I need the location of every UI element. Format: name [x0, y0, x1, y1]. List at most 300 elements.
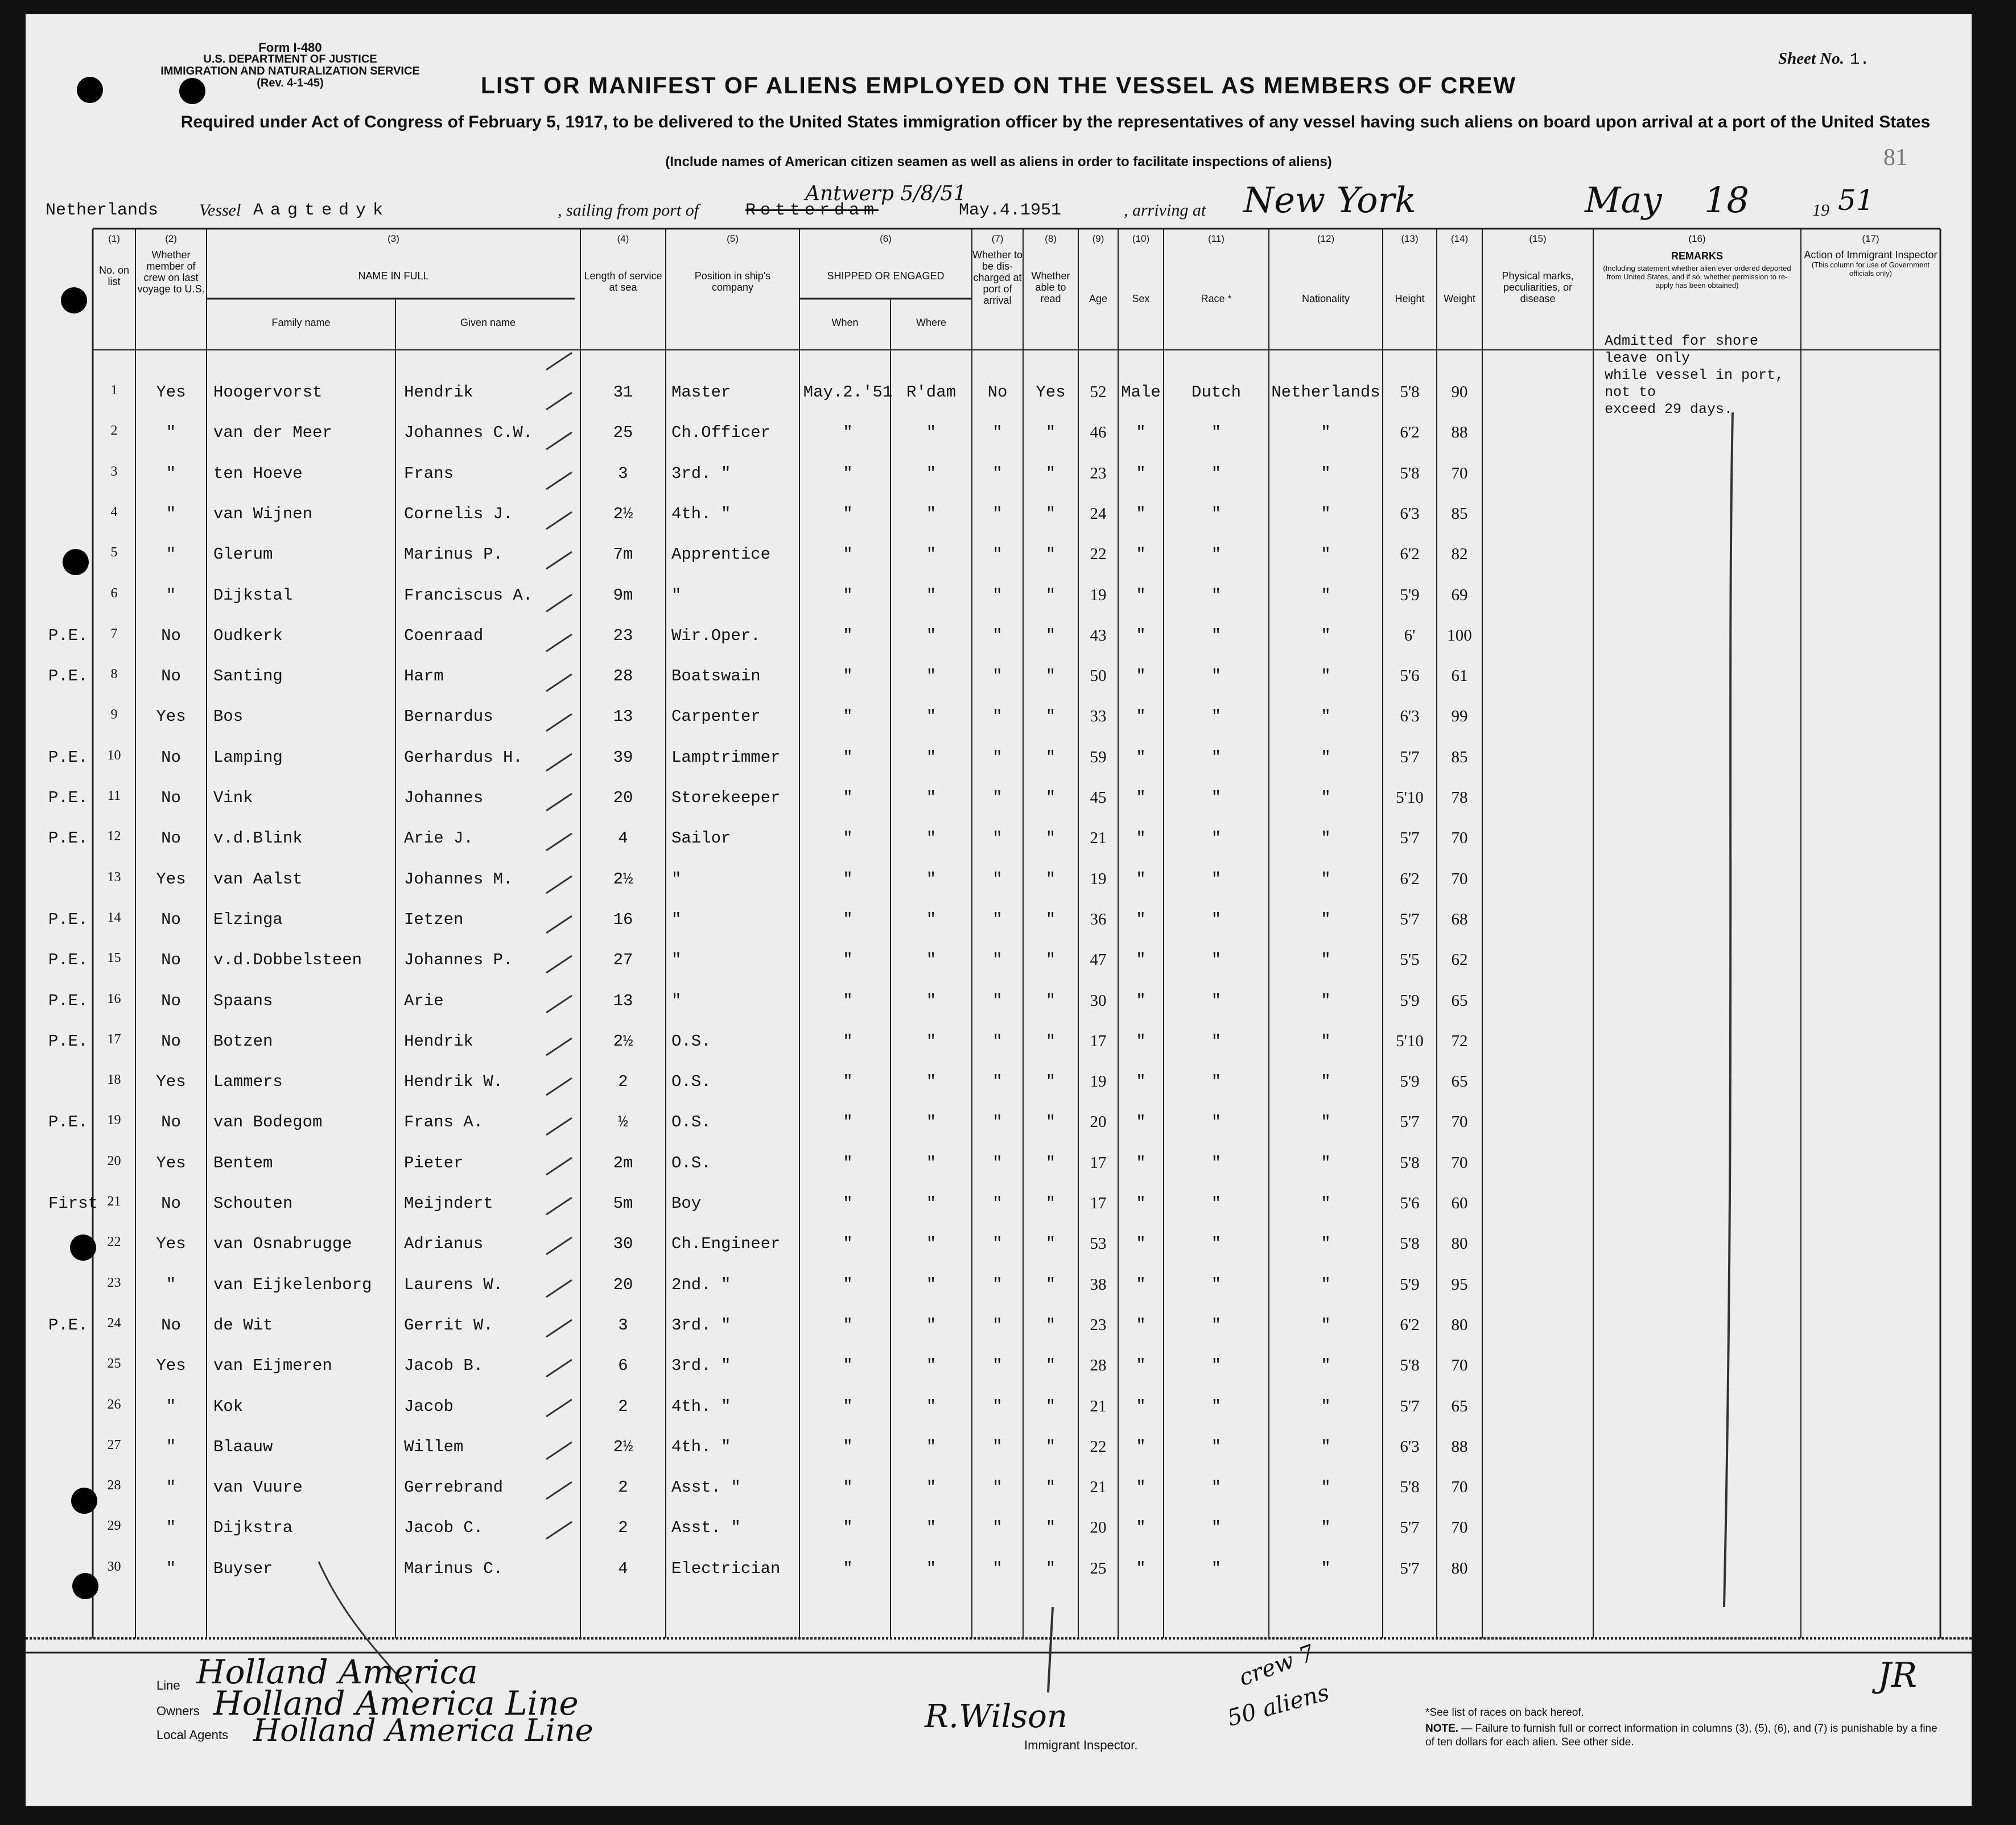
col-label: Nationality [1301, 293, 1350, 304]
row-nationality: " [1321, 1397, 1331, 1416]
row-position: 3rd. " [671, 1356, 731, 1376]
row-nationality: " [1321, 1234, 1331, 1254]
col-label: Position in ship's company [694, 270, 771, 293]
row-discharged: " [992, 869, 1003, 889]
row-when: " [843, 1478, 853, 1497]
row-position: " [671, 869, 682, 889]
row-number: 29 [107, 1518, 121, 1534]
row-number: 28 [107, 1478, 121, 1493]
row-family-name: Elzinga [213, 910, 283, 929]
row-service: 2½ [613, 869, 633, 889]
row-prev-voyage: No [161, 951, 181, 970]
row-weight: 69 [1451, 585, 1468, 604]
row-number: 26 [107, 1397, 121, 1412]
note-label: NOTE. [1425, 1723, 1459, 1735]
row-age: 25 [1090, 1559, 1107, 1578]
row-position: Carpenter [671, 707, 761, 726]
row-read: " [1045, 1234, 1056, 1254]
row-when: " [843, 1356, 853, 1376]
row-prefix: P.E. [48, 667, 88, 686]
row-number: 20 [107, 1153, 121, 1169]
header-service [580, 233, 666, 293]
row-given-name: Arie J. [404, 829, 473, 848]
row-nationality: " [1321, 1356, 1331, 1376]
row-where: " [926, 1275, 937, 1294]
col-label: Action of Immigrant Inspector [1804, 249, 1937, 261]
row-sex: " [1136, 1031, 1146, 1051]
row-service: 2½ [613, 1437, 633, 1456]
row-number: 5 [110, 545, 118, 560]
row-nationality: " [1321, 788, 1331, 807]
row-weight: 65 [1451, 1072, 1468, 1091]
row-given-name: Pieter [404, 1153, 464, 1172]
row-read: " [1045, 464, 1056, 483]
row-height: 5'8 [1400, 1478, 1420, 1497]
row-prev-voyage: " [166, 1518, 176, 1538]
row-when: " [843, 829, 853, 848]
arriving-label: , arriving at [1124, 201, 1206, 220]
row-where: " [926, 1356, 937, 1376]
row-age: 17 [1090, 1031, 1107, 1050]
row-when: " [843, 626, 853, 645]
row-age: 53 [1090, 1234, 1107, 1253]
row-age: 28 [1090, 1356, 1107, 1375]
row-weight: 70 [1451, 1113, 1468, 1132]
row-when: " [843, 1397, 853, 1416]
row-number: 1 [110, 383, 118, 398]
row-given-name: Hendrik [404, 1031, 473, 1051]
row-when: May.2.'51 [803, 383, 893, 402]
row-when: " [843, 707, 853, 726]
col-note: (Including statement whether alien ever ordered deported from United States, and if so, whether permission to re-apply has been obtained) [1603, 264, 1791, 290]
row-when: " [843, 1031, 853, 1051]
row-given-name: Gerrebrand [404, 1478, 504, 1497]
row-read: " [1045, 869, 1056, 889]
row-when: " [843, 1113, 853, 1132]
row-family-name: van Bodegom [213, 1113, 323, 1132]
row-prev-voyage: No [161, 788, 181, 807]
row-number: 6 [110, 585, 118, 601]
row-given-name: Gerhardus H. [404, 748, 523, 767]
row-age: 52 [1090, 383, 1107, 401]
col-num: (11) [1208, 233, 1225, 244]
row-weight: 65 [1451, 991, 1468, 1010]
col-label: Physical marks, peculiarities, or disease [1502, 270, 1574, 304]
row-given-name: Meijndert [404, 1194, 493, 1213]
row-position: Boy [671, 1194, 702, 1213]
row-given-name: Arie [404, 991, 444, 1010]
agents-value: Holland America Line [253, 1712, 593, 1748]
col-num: (7) [991, 233, 1004, 244]
row-height: 5'7 [1400, 829, 1420, 848]
row-read: " [1045, 1153, 1056, 1172]
row-given-name: Johannes M. [404, 869, 513, 889]
row-position: Boatswain [671, 667, 761, 686]
row-discharged: " [992, 1437, 1003, 1456]
row-family-name: Spaans [213, 991, 273, 1010]
row-position: 2nd. " [671, 1275, 731, 1294]
row-race: " [1211, 585, 1222, 605]
row-where: " [926, 1315, 937, 1335]
col-label: No. on list [98, 265, 130, 287]
row-where: " [926, 504, 937, 523]
row-weight: 70 [1451, 1478, 1468, 1497]
row-age: 22 [1090, 1437, 1107, 1456]
row-family-name: ten Hoeve [213, 464, 303, 483]
row-sex: " [1136, 707, 1146, 726]
requirement-text: Required under Act of Congress of February 5, 1917, to be delivered to the United States immigration officer by the representatives of any vessel having such aliens on board upon arrival at a port of the United States [180, 113, 1931, 131]
row-weight: 60 [1451, 1194, 1468, 1212]
row-sex: " [1136, 1559, 1146, 1578]
row-prefix: P.E. [48, 1315, 88, 1335]
row-nationality: " [1321, 464, 1331, 483]
row-number: 8 [110, 667, 118, 682]
row-read: " [1045, 788, 1056, 807]
departure-port: Rotterdam [745, 201, 879, 220]
row-sex: " [1136, 1397, 1146, 1416]
row-family-name: Glerum [213, 545, 273, 564]
row-where: " [926, 1478, 937, 1497]
row-given-name: Marinus P. [404, 545, 504, 564]
row-weight: 70 [1451, 1518, 1468, 1537]
crew-note-2: 50 aliens [1225, 1679, 1332, 1732]
row-family-name: Kok [213, 1397, 244, 1416]
row-prev-voyage: Yes [156, 383, 186, 402]
row-where: " [926, 991, 937, 1010]
row-prev-voyage: " [166, 1478, 176, 1497]
row-read: " [1045, 626, 1056, 645]
row-number: 4 [110, 504, 118, 519]
row-prefix: P.E. [48, 829, 88, 848]
row-prefix: First [48, 1194, 98, 1213]
row-when: " [843, 910, 853, 929]
row-where: " [926, 829, 937, 848]
header-sex [1118, 233, 1164, 304]
row-nationality: " [1321, 1275, 1331, 1294]
row-service: 3 [618, 1315, 628, 1335]
col-num: (8) [1045, 233, 1057, 244]
owners-value: Holland America Line [213, 1684, 579, 1723]
row-race: " [1211, 1234, 1222, 1254]
row-position: 4th. " [671, 1397, 731, 1416]
row-sex: " [1136, 991, 1146, 1010]
row-height: 5'8 [1400, 1234, 1420, 1253]
row-given-name: Cornelis J. [404, 504, 513, 523]
row-given-name: Marinus C. [404, 1559, 504, 1578]
row-where: " [926, 748, 937, 767]
include-note: (Include names of American citizen seamen as well as aliens in order to facilitate inspections of aliens) [665, 154, 1332, 170]
row-read: " [1045, 1072, 1056, 1092]
row-height: 6'3 [1400, 1437, 1420, 1456]
arrival-month: May [1585, 179, 1662, 221]
row-weight: 70 [1451, 464, 1468, 482]
row-when: " [843, 1518, 853, 1538]
header-remarks [1593, 233, 1801, 290]
row-position: " [671, 991, 682, 1010]
row-prev-voyage: " [166, 464, 176, 483]
row-discharged: " [992, 1478, 1003, 1497]
row-position: O.S. [671, 1031, 711, 1051]
row-height: 6'3 [1400, 504, 1420, 523]
row-service: 4 [618, 829, 628, 848]
row-given-name: Coenraad [404, 626, 484, 645]
row-when: " [843, 423, 853, 443]
row-discharged: No [987, 383, 1008, 402]
row-height: 5'7 [1400, 1559, 1420, 1578]
row-number: 14 [107, 910, 121, 925]
row-given-name: Frans A. [404, 1113, 484, 1132]
row-discharged: " [992, 1518, 1003, 1538]
row-position: Asst. " [671, 1518, 741, 1538]
row-age: 21 [1090, 1397, 1107, 1415]
col-label: Whether able to read [1031, 270, 1070, 304]
row-where: " [926, 1072, 937, 1092]
row-weight: 82 [1451, 545, 1468, 564]
row-sex: " [1136, 1194, 1146, 1213]
header-race [1164, 233, 1269, 304]
row-prev-voyage: Yes [156, 1356, 186, 1376]
document-title: LIST OR MANIFEST OF ALIENS EMPLOYED ON THE VESSEL AS MEMBERS OF CREW [480, 72, 1517, 98]
row-sex: " [1136, 1437, 1146, 1456]
row-prev-voyage: No [161, 1113, 181, 1132]
row-sex: " [1136, 667, 1146, 686]
row-weight: 80 [1451, 1234, 1468, 1253]
row-service: 2m [613, 1153, 633, 1172]
owners-label: Owners [156, 1704, 200, 1718]
row-read: " [1045, 1315, 1056, 1335]
row-age: 45 [1090, 788, 1107, 807]
row-weight: 78 [1451, 788, 1468, 807]
row-discharged: " [992, 423, 1003, 443]
row-number: 11 [107, 788, 121, 803]
row-when: " [843, 951, 853, 970]
row-service: 13 [613, 707, 633, 726]
row-sex: " [1136, 545, 1146, 564]
row-when: " [843, 869, 853, 889]
row-race: " [1211, 1275, 1222, 1294]
row-nationality: " [1321, 585, 1331, 605]
row-discharged: " [992, 1397, 1003, 1416]
row-service: 2½ [613, 504, 633, 523]
inspector-signature: R.Wilson [925, 1698, 1067, 1735]
row-service: 6 [618, 1356, 628, 1376]
crew-note-1: crew 7 [1235, 1640, 1318, 1692]
row-age: 21 [1090, 829, 1107, 848]
row-family-name: Botzen [213, 1031, 273, 1051]
header-shipped [799, 233, 972, 282]
row-service: 9m [613, 585, 633, 605]
header-position [666, 233, 799, 293]
row-sex: " [1136, 464, 1146, 483]
row-when: " [843, 504, 853, 523]
year-suffix: 51 [1838, 184, 1874, 217]
row-service: 20 [613, 788, 633, 807]
row-nationality: " [1321, 667, 1331, 686]
row-where: " [926, 626, 937, 645]
row-weight: 85 [1451, 748, 1468, 766]
row-nationality: " [1321, 1113, 1331, 1132]
row-discharged: " [992, 1072, 1003, 1092]
row-age: 36 [1090, 910, 1107, 928]
row-race: " [1211, 1113, 1222, 1132]
row-read: " [1045, 667, 1056, 686]
row-race: " [1211, 829, 1222, 848]
row-read: " [1045, 1113, 1056, 1132]
row-nationality: " [1321, 1437, 1331, 1456]
row-height: 6'2 [1400, 545, 1420, 564]
row-read: " [1045, 545, 1056, 564]
row-sex: Male [1121, 383, 1161, 402]
row-given-name: Adrianus [404, 1234, 484, 1254]
row-race: " [1211, 423, 1222, 443]
row-given-name: Johannes C.W. [404, 423, 533, 443]
row-number: 21 [107, 1194, 121, 1209]
col-num: (3) [387, 233, 399, 244]
row-prefix: P.E. [48, 951, 88, 970]
punch-hole [77, 77, 103, 103]
col-label: Age [1089, 293, 1108, 304]
vessel-flag: Netherlands [46, 201, 159, 220]
row-race: " [1211, 1153, 1222, 1172]
row-height: 5'8 [1400, 464, 1420, 482]
row-where: " [926, 585, 937, 605]
row-prev-voyage: Yes [156, 869, 186, 889]
row-family-name: van Wijnen [213, 504, 313, 523]
row-prev-voyage: No [161, 667, 181, 686]
row-nationality: " [1321, 1072, 1331, 1092]
row-read: " [1045, 1397, 1056, 1416]
row-position: 4th. " [671, 504, 731, 523]
row-family-name: Buyser [213, 1559, 273, 1578]
row-nationality: " [1321, 1194, 1331, 1213]
row-discharged: " [992, 667, 1003, 686]
row-sex: " [1136, 504, 1146, 523]
row-family-name: Lamping [213, 748, 283, 767]
row-position: " [671, 910, 682, 929]
row-service: 30 [613, 1234, 633, 1254]
row-read: " [1045, 951, 1056, 970]
row-family-name: van Eijkelenborg [213, 1275, 372, 1294]
row-weight: 99 [1451, 707, 1468, 726]
row-when: " [843, 991, 853, 1010]
row-prev-voyage: No [161, 626, 181, 645]
row-age: 20 [1090, 1518, 1107, 1537]
line-value: Holland America [196, 1653, 478, 1691]
row-number: 22 [107, 1234, 121, 1250]
row-when: " [843, 788, 853, 807]
row-sex: " [1136, 423, 1146, 443]
row-number: 23 [107, 1275, 121, 1290]
row-height: 5'7 [1400, 1397, 1420, 1415]
row-service: 16 [613, 910, 633, 929]
row-race: " [1211, 667, 1222, 686]
row-weight: 68 [1451, 910, 1468, 928]
punch-hole [72, 1573, 98, 1599]
row-age: 46 [1090, 423, 1107, 442]
row-family-name: Dijkstal [213, 585, 293, 605]
remarks-line: exceed 29 days. [1605, 401, 1733, 418]
row-nationality: " [1321, 991, 1331, 1010]
col-label: Sex [1132, 293, 1150, 304]
row-discharged: " [992, 1194, 1003, 1213]
row-race: " [1211, 1437, 1222, 1456]
row-sex: " [1136, 951, 1146, 970]
row-prev-voyage: " [166, 545, 176, 564]
row-prev-voyage: No [161, 910, 181, 929]
row-race: " [1211, 991, 1222, 1010]
row-given-name: Hendrik [404, 383, 473, 402]
row-given-name: Willem [404, 1437, 464, 1456]
row-position: " [671, 585, 682, 605]
row-when: " [843, 1315, 853, 1335]
row-family-name: van Osnabrugge [213, 1234, 352, 1254]
form-revision: (Rev. 4-1-45) [257, 77, 324, 89]
row-where: " [926, 1194, 937, 1213]
row-when: " [843, 464, 853, 483]
agents-label: Local Agents [156, 1728, 228, 1742]
row-race: " [1211, 1518, 1222, 1538]
header-family-name: Family name [271, 317, 331, 328]
row-service: 4 [618, 1559, 628, 1578]
row-position: Lamptrimmer [671, 748, 781, 767]
row-discharged: " [992, 829, 1003, 848]
row-race: " [1211, 707, 1222, 726]
row-race: " [1211, 788, 1222, 807]
year-prefix: 19 [1812, 201, 1829, 220]
row-nationality: " [1321, 545, 1331, 564]
row-weight: 88 [1451, 423, 1468, 442]
row-prefix: P.E. [48, 910, 88, 929]
row-race: " [1211, 545, 1222, 564]
row-height: 5'9 [1400, 991, 1420, 1010]
row-discharged: " [992, 1234, 1003, 1254]
row-sex: " [1136, 829, 1146, 848]
row-when: " [843, 585, 853, 605]
row-where: " [926, 1153, 937, 1172]
row-prefix: P.E. [48, 1113, 88, 1132]
header-inspector-action [1801, 233, 1940, 278]
department-name: U.S. DEPARTMENT OF JUSTICE [203, 53, 377, 65]
row-position: Wir.Oper. [671, 626, 761, 645]
row-weight: 65 [1451, 1397, 1468, 1415]
row-discharged: " [992, 991, 1003, 1010]
row-race: " [1211, 1072, 1222, 1092]
row-race: " [1211, 1356, 1222, 1376]
header-where: Where [916, 317, 946, 328]
row-height: 5'8 [1400, 1153, 1420, 1172]
row-read: " [1045, 1031, 1056, 1051]
row-number: 9 [110, 707, 118, 722]
row-prefix: P.E. [48, 1031, 88, 1051]
row-race: " [1211, 1478, 1222, 1497]
penalty-note [1425, 1722, 1937, 1749]
header-weight [1437, 233, 1482, 304]
row-number: 27 [107, 1437, 121, 1452]
row-where: " [926, 423, 937, 443]
vessel-label: Vessel [199, 201, 241, 220]
row-read: " [1045, 1478, 1056, 1497]
row-service: ½ [618, 1113, 628, 1132]
row-position: 3rd. " [671, 464, 731, 483]
row-where: " [926, 788, 937, 807]
row-age: 30 [1090, 991, 1107, 1010]
row-where: " [926, 1397, 937, 1416]
row-where: " [926, 1113, 937, 1132]
row-prev-voyage: Yes [156, 707, 186, 726]
header-name [207, 233, 580, 282]
row-nationality: " [1321, 951, 1331, 970]
port-handwritten: Antwerp 5/8/51 [805, 182, 967, 205]
